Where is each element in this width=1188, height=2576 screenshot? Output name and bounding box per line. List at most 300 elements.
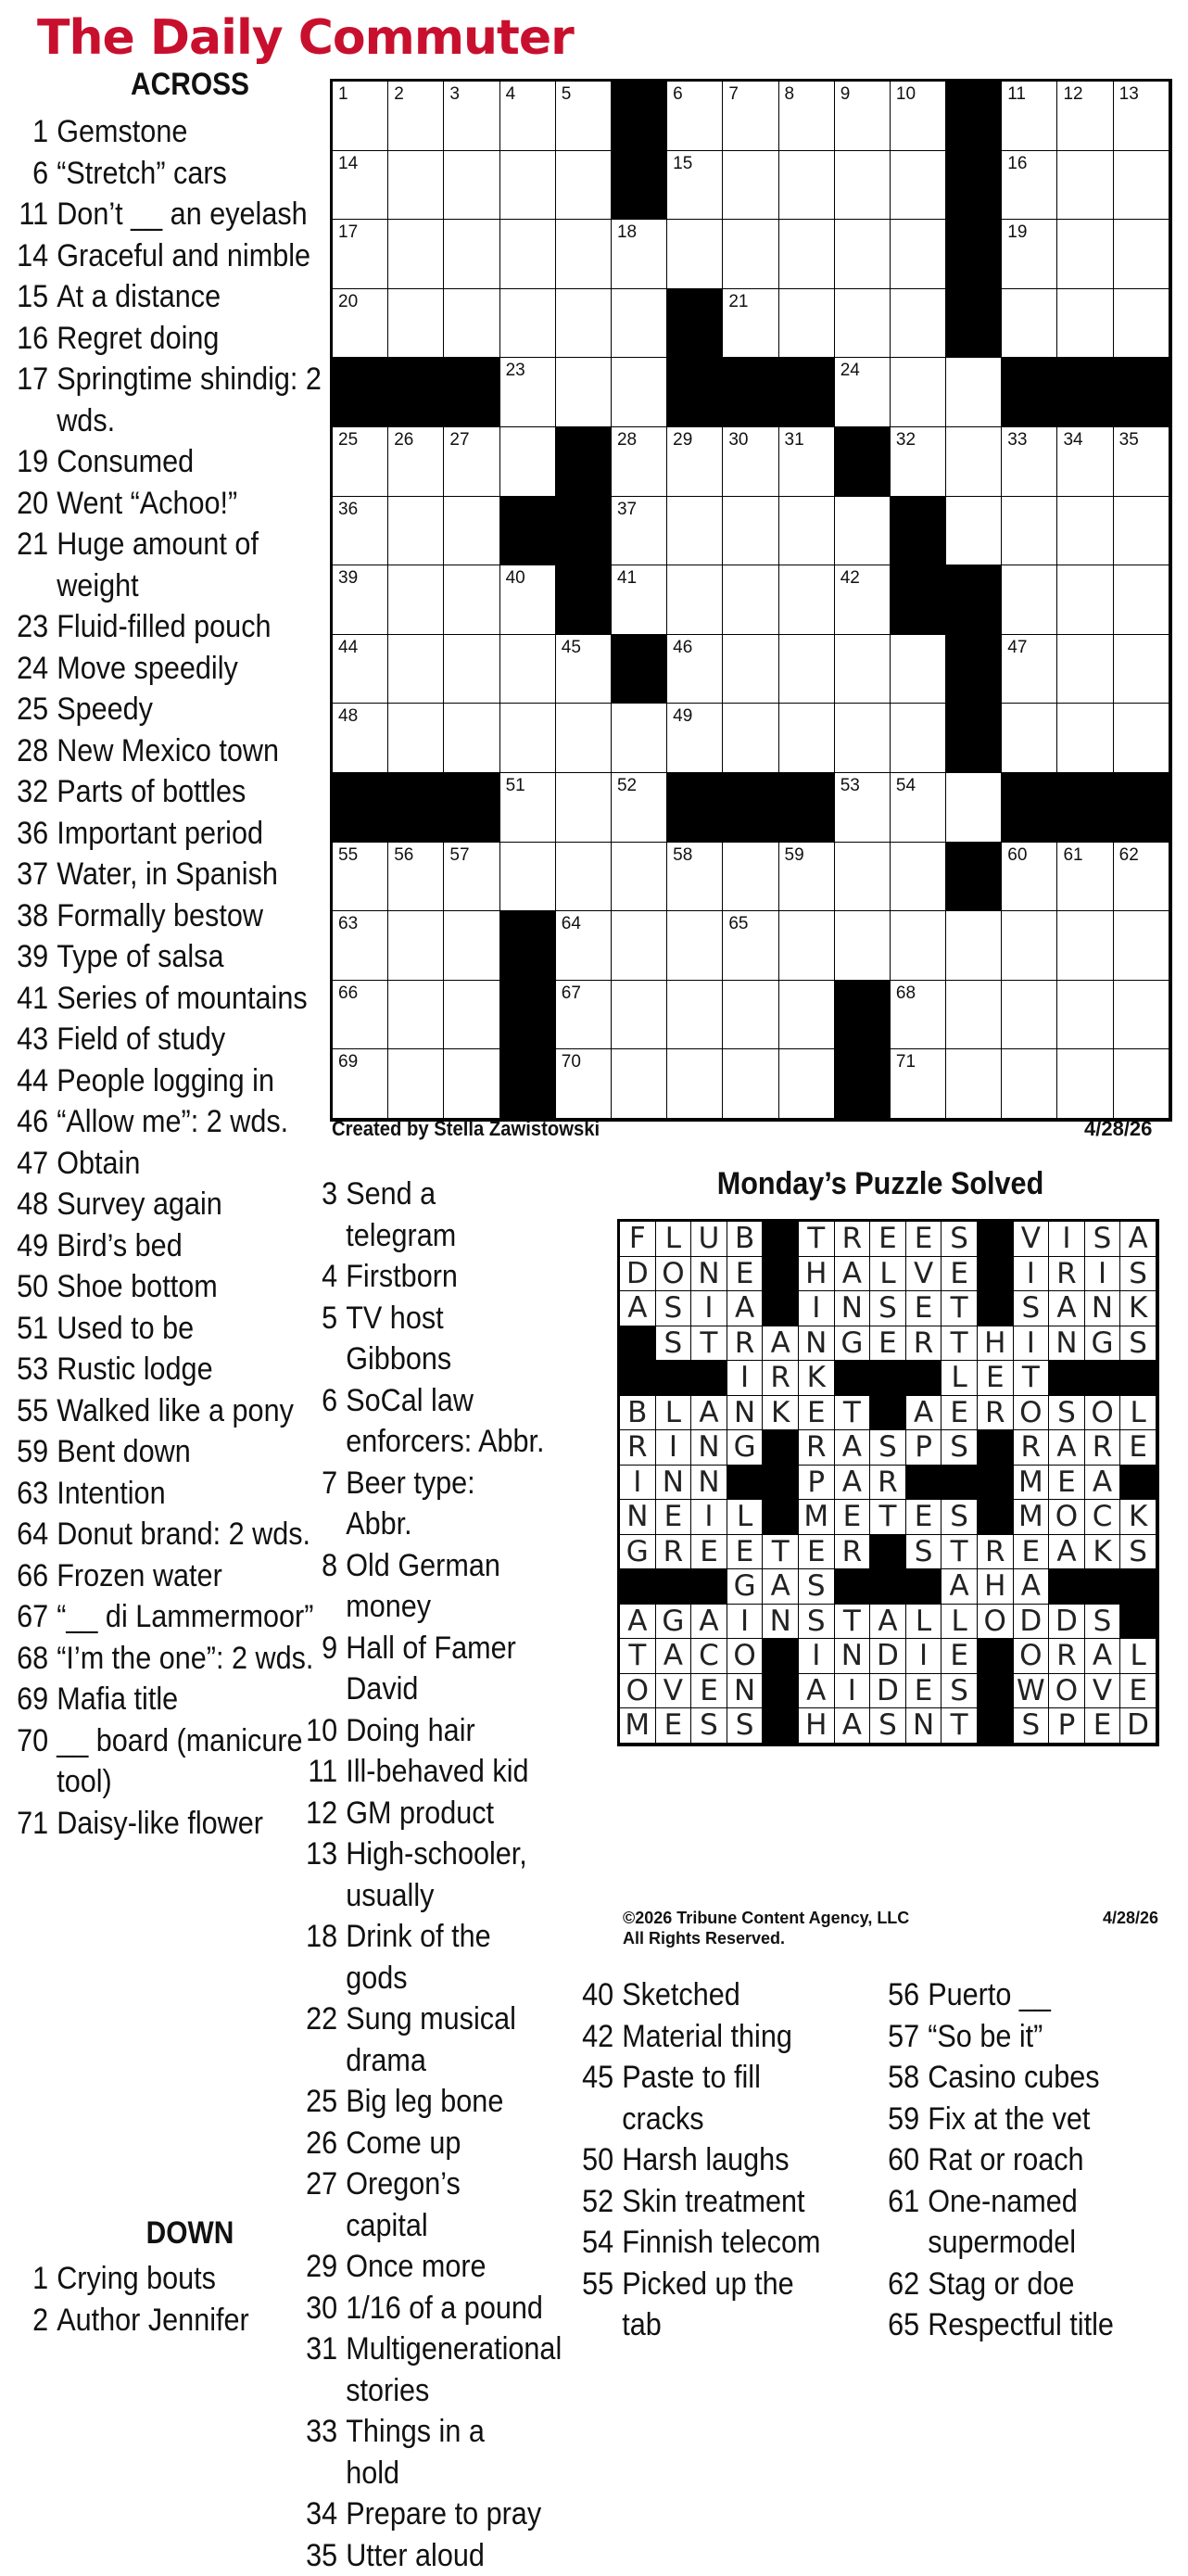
solution-cell (942, 1361, 978, 1396)
solution-letter: R (870, 1466, 905, 1500)
grid-cell[interactable] (779, 82, 835, 151)
grid-cell[interactable] (333, 981, 388, 1050)
grid-cell[interactable] (1114, 911, 1169, 981)
solution-black-square (835, 1361, 871, 1396)
grid-cell[interactable] (388, 635, 444, 704)
solution-cell (1014, 1535, 1050, 1570)
solution-letter: S (1014, 1291, 1049, 1326)
solution-letter: B (620, 1396, 655, 1430)
cell-number: 48 (338, 707, 358, 726)
grid-cell[interactable] (444, 981, 499, 1050)
solution-letter: I (1049, 1222, 1084, 1256)
copyright-line-1: ©2026 Tribune Content Agency, LLC (623, 1908, 909, 1928)
grid-cell[interactable] (667, 151, 723, 221)
solution-black-square (906, 1569, 942, 1605)
grid-cell[interactable] (333, 911, 388, 981)
solution-black-square (870, 1396, 906, 1431)
black-square (946, 82, 1002, 151)
solution-letter: U (691, 1222, 727, 1256)
cell-number: 35 (1119, 431, 1139, 450)
solution-letter: E (1049, 1466, 1084, 1500)
grid-cell[interactable] (891, 843, 946, 912)
grid-cell[interactable] (779, 635, 835, 704)
grid-cell[interactable] (388, 704, 444, 773)
grid-cell[interactable] (500, 635, 556, 704)
grid-cell[interactable] (667, 220, 723, 289)
grid-cell[interactable] (556, 911, 612, 981)
grid-cell[interactable] (779, 497, 835, 566)
grid-cell[interactable] (891, 82, 946, 151)
grid-cell[interactable] (1057, 1049, 1113, 1119)
grid-cell[interactable] (500, 82, 556, 151)
grid-cell[interactable] (612, 497, 667, 566)
grid-cell[interactable] (444, 427, 499, 497)
grid-cell[interactable] (333, 289, 388, 359)
grid-cell[interactable] (444, 565, 499, 635)
grid-cell[interactable] (388, 220, 444, 289)
grid-cell[interactable] (779, 704, 835, 773)
clue-number: 9 (306, 1628, 346, 1669)
grid-cell[interactable] (1114, 289, 1169, 359)
solution-black-square (620, 1361, 656, 1396)
clue-text: Picked up the tab (622, 2264, 822, 2346)
cell-number: 26 (394, 431, 413, 450)
grid-cell[interactable] (779, 427, 835, 497)
solution-letter: T (870, 1500, 905, 1534)
solution-letter: R (1049, 1639, 1084, 1673)
clue-text: Consumed (57, 441, 332, 483)
grid-cell[interactable] (1002, 635, 1057, 704)
solution-cell (1120, 1222, 1156, 1257)
grid-cell[interactable] (388, 497, 444, 566)
grid-cell[interactable] (723, 565, 778, 635)
clue-number: 44 (0, 1060, 57, 1102)
clue-text: Intention (57, 1473, 332, 1515)
grid-cell[interactable] (1114, 497, 1169, 566)
clue-text: Walked like a pony (57, 1390, 332, 1432)
clue-number: 53 (0, 1349, 57, 1390)
solution-letter: T (763, 1535, 798, 1569)
black-square (723, 773, 778, 843)
grid-cell[interactable] (1114, 981, 1169, 1050)
grid-cell[interactable] (500, 358, 556, 427)
grid-cell[interactable] (388, 151, 444, 221)
grid-cell[interactable] (723, 911, 778, 981)
down-clue-1 (0, 2258, 298, 2300)
solution-letter: I (1014, 1326, 1049, 1361)
solution-letter: A (906, 1396, 942, 1430)
grid-cell[interactable] (556, 358, 612, 427)
solution-cell (835, 1257, 871, 1292)
solution-letter: E (942, 1639, 977, 1673)
grid-cell[interactable] (333, 427, 388, 497)
grid-cell[interactable] (835, 220, 891, 289)
grid-cell[interactable] (333, 82, 388, 151)
solution-cell (656, 1500, 692, 1535)
grid-cell[interactable] (556, 635, 612, 704)
grid-cell[interactable] (667, 981, 723, 1050)
grid-cell[interactable] (612, 843, 667, 912)
solution-black-square (656, 1569, 692, 1605)
solution-cell (799, 1222, 835, 1257)
solution-cell (727, 1257, 764, 1292)
grid-cell[interactable] (500, 289, 556, 359)
grid-cell[interactable] (612, 565, 667, 635)
clue-text: Big leg bone (346, 2081, 546, 2123)
grid-cell[interactable] (835, 773, 891, 843)
grid-cell[interactable] (444, 635, 499, 704)
grid-cell[interactable] (779, 151, 835, 221)
solution-cell (906, 1535, 942, 1570)
grid-cell[interactable] (556, 1049, 612, 1119)
grid-cell[interactable] (333, 151, 388, 221)
clue-number: 52 (582, 2181, 622, 2223)
clue-text: Harsh laughs (622, 2139, 822, 2181)
grid-cell[interactable] (723, 151, 778, 221)
grid-cell[interactable] (333, 843, 388, 912)
grid-cell[interactable] (556, 704, 612, 773)
solution-letter: T (942, 1535, 977, 1569)
solution-letter: E (906, 1674, 942, 1708)
solution-cell (942, 1639, 978, 1674)
across-clue-23 (0, 606, 332, 648)
grid-cell[interactable] (779, 565, 835, 635)
grid-cell[interactable] (667, 427, 723, 497)
grid-cell[interactable] (444, 843, 499, 912)
grid-cell[interactable] (1002, 843, 1057, 912)
solution-black-square (978, 1222, 1014, 1257)
grid-cell[interactable] (1002, 220, 1057, 289)
grid-cell[interactable] (1057, 911, 1113, 981)
grid-cell[interactable] (612, 289, 667, 359)
grid-cell[interactable] (667, 497, 723, 566)
solution-cell (835, 1708, 871, 1744)
grid-cell[interactable] (779, 289, 835, 359)
cell-number: 5 (562, 85, 572, 104)
black-square (1114, 358, 1169, 427)
grid-cell[interactable] (612, 981, 667, 1050)
grid-cell[interactable] (1114, 704, 1169, 773)
grid-cell[interactable] (388, 565, 444, 635)
grid-cell[interactable] (500, 220, 556, 289)
grid-cell[interactable] (612, 427, 667, 497)
solution-black-square (906, 1466, 942, 1501)
grid-cell[interactable] (444, 151, 499, 221)
solution-date: 4/28/26 (1103, 1908, 1158, 1928)
grid-cell[interactable] (723, 1049, 778, 1119)
solution-cell (1049, 1396, 1085, 1431)
solution-black-square (1120, 1605, 1156, 1640)
solution-cell (799, 1257, 835, 1292)
grid-cell[interactable] (500, 704, 556, 773)
grid-cell[interactable] (1002, 289, 1057, 359)
grid-cell[interactable] (891, 427, 946, 497)
solution-letter: T (942, 1326, 977, 1361)
grid-cell[interactable] (1057, 635, 1113, 704)
grid-cell[interactable] (891, 911, 946, 981)
grid-cell[interactable] (333, 635, 388, 704)
solution-cell (1120, 1396, 1156, 1431)
grid-cell[interactable] (891, 289, 946, 359)
grid-cell[interactable] (556, 82, 612, 151)
clue-text: Don’t __ an eyelash (57, 194, 332, 235)
grid-cell[interactable] (1114, 843, 1169, 912)
grid-cell[interactable] (946, 497, 1002, 566)
grid-cell[interactable] (1114, 635, 1169, 704)
clue-number: 56 (871, 1974, 928, 2016)
grid-cell[interactable] (612, 773, 667, 843)
grid-cell[interactable] (723, 497, 778, 566)
solution-cell (942, 1674, 978, 1709)
solution-letter: L (870, 1257, 905, 1291)
grid-cell[interactable] (556, 151, 612, 221)
solution-cell (1049, 1291, 1085, 1326)
grid-cell[interactable] (1057, 289, 1113, 359)
grid-cell[interactable] (667, 82, 723, 151)
clue-number: 54 (582, 2222, 622, 2264)
solution-letter: O (1049, 1674, 1084, 1708)
grid-cell[interactable] (444, 911, 499, 981)
grid-cell[interactable] (444, 497, 499, 566)
grid-cell[interactable] (388, 911, 444, 981)
grid-cell[interactable] (835, 82, 891, 151)
solution-cell (870, 1708, 906, 1744)
cell-number: 7 (728, 85, 739, 104)
grid-cell[interactable] (891, 704, 946, 773)
grid-cell[interactable] (946, 358, 1002, 427)
grid-cell[interactable] (612, 358, 667, 427)
grid-cell[interactable] (723, 704, 778, 773)
grid-cell[interactable] (444, 1049, 499, 1119)
grid-cell[interactable] (1114, 82, 1169, 151)
grid-cell[interactable] (388, 981, 444, 1050)
grid-cell[interactable] (612, 1049, 667, 1119)
grid-cell[interactable] (1057, 82, 1113, 151)
down-clue-list-2 (306, 1174, 573, 2576)
grid-cell[interactable] (946, 981, 1002, 1050)
clue-text: Fluid-filled pouch (57, 606, 332, 648)
grid-cell[interactable] (612, 704, 667, 773)
grid-cell[interactable] (1002, 82, 1057, 151)
grid-cell[interactable] (333, 565, 388, 635)
grid-cell[interactable] (779, 1049, 835, 1119)
grid-cell[interactable] (612, 220, 667, 289)
solution-letter: G (620, 1535, 655, 1569)
grid-cell[interactable] (444, 704, 499, 773)
grid-cell[interactable] (835, 565, 891, 635)
grid-cell[interactable] (1057, 843, 1113, 912)
clue-text: Old German money (346, 1545, 546, 1628)
grid-cell[interactable] (1002, 497, 1057, 566)
grid-cell[interactable] (1002, 704, 1057, 773)
grid-cell[interactable] (1057, 151, 1113, 221)
grid-cell[interactable] (723, 289, 778, 359)
solution-black-square (727, 1466, 764, 1501)
grid-cell[interactable] (779, 981, 835, 1050)
grid-cell[interactable] (779, 220, 835, 289)
across-clue-64 (0, 1514, 332, 1555)
grid-cell[interactable] (1114, 220, 1169, 289)
grid-cell[interactable] (444, 289, 499, 359)
solution-cell (1049, 1326, 1085, 1362)
clue-number: 18 (306, 1916, 346, 1958)
grid-cell[interactable] (667, 1049, 723, 1119)
solution-cell (799, 1291, 835, 1326)
clue-text: Skin treatment (622, 2181, 822, 2223)
solution-cell (1014, 1605, 1050, 1640)
grid-cell[interactable] (1002, 427, 1057, 497)
grid-cell[interactable] (891, 151, 946, 221)
grid-cell[interactable] (835, 289, 891, 359)
solution-letter: A (1120, 1222, 1156, 1256)
grid-cell[interactable] (891, 358, 946, 427)
grid-cell[interactable] (1114, 151, 1169, 221)
solution-black-square (620, 1326, 656, 1362)
grid-cell[interactable] (723, 220, 778, 289)
solution-black-square (978, 1257, 1014, 1292)
grid-cell[interactable] (612, 911, 667, 981)
cell-number: 53 (840, 777, 860, 795)
cell-number: 44 (338, 639, 358, 657)
down-clue-65 (871, 2304, 1188, 2346)
grid-cell[interactable] (946, 773, 1002, 843)
solution-black-square (763, 1708, 799, 1744)
grid-cell[interactable] (333, 497, 388, 566)
cell-number: 16 (1007, 155, 1027, 173)
clue-number: 35 (306, 2535, 346, 2576)
grid-cell[interactable] (500, 151, 556, 221)
grid-cell[interactable] (1002, 151, 1057, 221)
solution-letter: S (1014, 1708, 1049, 1743)
grid-cell[interactable] (835, 151, 891, 221)
across-clue-39 (0, 936, 332, 978)
grid-cell[interactable] (723, 427, 778, 497)
grid-cell[interactable] (556, 773, 612, 843)
grid-cell[interactable] (779, 843, 835, 912)
solution-letter: A (1085, 1639, 1120, 1673)
solution-letter: E (906, 1500, 942, 1534)
grid-cell[interactable] (1057, 497, 1113, 566)
clue-text: Puerto __ (928, 1974, 1188, 2016)
grid-cell[interactable] (667, 704, 723, 773)
solution-letter: L (1120, 1639, 1156, 1673)
grid-cell[interactable] (891, 635, 946, 704)
grid-cell[interactable] (667, 843, 723, 912)
clue-text: Obtain (57, 1143, 332, 1185)
grid-cell[interactable] (891, 773, 946, 843)
down-clue-35 (306, 2535, 546, 2576)
solution-letter: R (620, 1430, 655, 1465)
clue-number: 27 (306, 2164, 346, 2205)
grid-cell[interactable] (667, 635, 723, 704)
grid-cell[interactable] (333, 220, 388, 289)
grid-cell[interactable] (556, 843, 612, 912)
grid-cell[interactable] (556, 220, 612, 289)
grid-cell[interactable] (835, 704, 891, 773)
grid-cell[interactable] (500, 427, 556, 497)
grid-cell[interactable] (333, 704, 388, 773)
grid-cell[interactable] (667, 565, 723, 635)
grid-cell[interactable] (1114, 565, 1169, 635)
down-clue-56 (871, 1974, 1188, 2016)
solution-letter: E (1120, 1674, 1156, 1708)
grid-cell[interactable] (723, 981, 778, 1050)
grid-cell[interactable] (556, 981, 612, 1050)
grid-cell[interactable] (388, 427, 444, 497)
grid-cell[interactable] (667, 911, 723, 981)
solution-cell (691, 1291, 727, 1326)
solution-letter: S (1085, 1222, 1120, 1256)
grid-cell[interactable] (1057, 981, 1113, 1050)
solution-letter: L (656, 1222, 691, 1256)
crossword-grid[interactable] (330, 79, 1172, 1122)
grid-cell[interactable] (835, 497, 891, 566)
grid-cell[interactable] (835, 911, 891, 981)
grid-cell[interactable] (1002, 565, 1057, 635)
grid-cell[interactable] (1114, 1049, 1169, 1119)
grid-cell[interactable] (779, 911, 835, 981)
grid-cell[interactable] (891, 220, 946, 289)
grid-cell[interactable] (946, 427, 1002, 497)
solution-letter: S (691, 1708, 727, 1743)
grid-cell[interactable] (1002, 911, 1057, 981)
down-clue-4 (306, 1256, 546, 1298)
grid-cell[interactable] (1057, 427, 1113, 497)
grid-cell[interactable] (1002, 1049, 1057, 1119)
solution-cell (620, 1291, 656, 1326)
grid-cell[interactable] (723, 635, 778, 704)
grid-cell[interactable] (891, 981, 946, 1050)
clue-number: 14 (0, 235, 57, 277)
grid-cell[interactable] (835, 358, 891, 427)
grid-cell[interactable] (500, 565, 556, 635)
grid-cell[interactable] (891, 1049, 946, 1119)
solution-letter: N (656, 1466, 691, 1500)
across-clue-20 (0, 483, 332, 525)
grid-cell[interactable] (500, 843, 556, 912)
grid-cell[interactable] (1002, 981, 1057, 1050)
grid-cell[interactable] (388, 843, 444, 912)
grid-cell[interactable] (1057, 220, 1113, 289)
grid-cell[interactable] (723, 843, 778, 912)
grid-cell[interactable] (835, 635, 891, 704)
black-square (946, 704, 1002, 773)
grid-cell[interactable] (1057, 565, 1113, 635)
solution-letter: S (1120, 1535, 1156, 1569)
clue-number: 51 (0, 1308, 57, 1350)
grid-cell[interactable] (500, 773, 556, 843)
grid-cell[interactable] (444, 82, 499, 151)
grid-cell[interactable] (388, 289, 444, 359)
grid-cell[interactable] (946, 1049, 1002, 1119)
solution-cell (620, 1396, 656, 1431)
grid-cell[interactable] (1057, 704, 1113, 773)
grid-cell[interactable] (333, 1049, 388, 1119)
solution-cell (656, 1605, 692, 1640)
cell-number: 3 (449, 85, 460, 104)
grid-cell[interactable] (388, 1049, 444, 1119)
grid-cell[interactable] (946, 911, 1002, 981)
solution-cell (1014, 1500, 1050, 1535)
grid-cell[interactable] (388, 82, 444, 151)
grid-cell[interactable] (1114, 427, 1169, 497)
grid-cell[interactable] (556, 289, 612, 359)
grid-cell[interactable] (723, 82, 778, 151)
grid-cell[interactable] (835, 843, 891, 912)
grid-cell[interactable] (444, 220, 499, 289)
solution-black-square (870, 1569, 906, 1605)
cell-number: 1 (338, 85, 348, 104)
